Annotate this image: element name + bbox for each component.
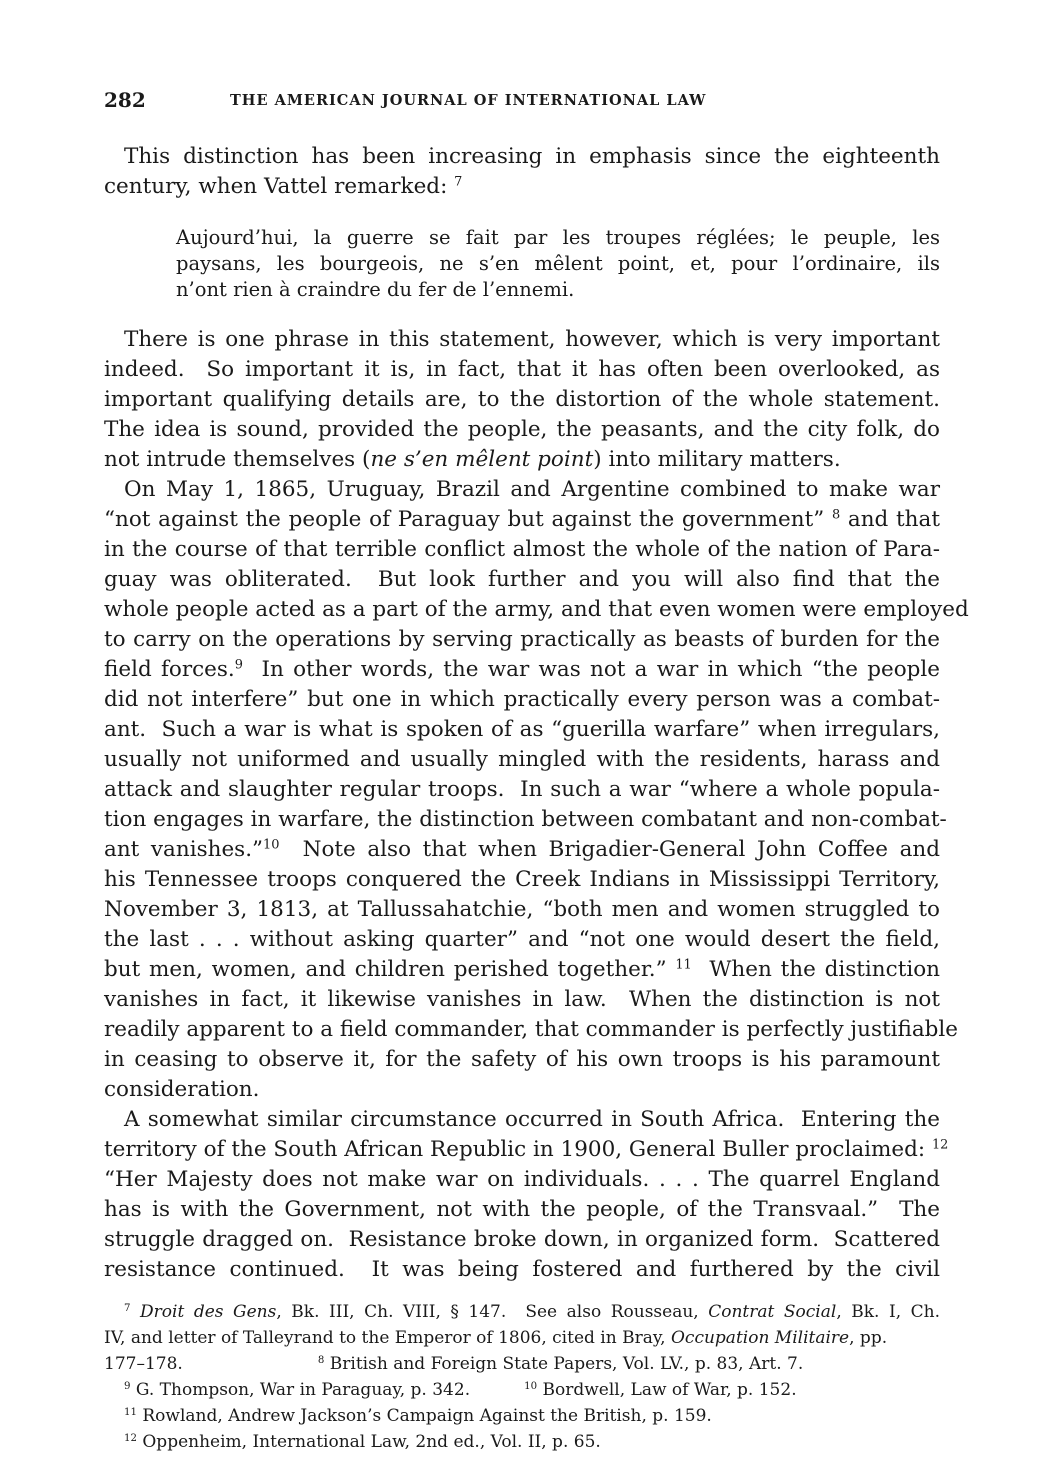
footnote-line [104, 1403, 940, 1429]
text-run: , pp. [849, 1328, 888, 1348]
journal-title: THE AMERICAN JOURNAL OF INTERNATIONAL LAW [230, 92, 707, 109]
text-run [130, 1302, 140, 1322]
text-line [104, 1045, 940, 1075]
text-run: attack and slaughter regular troops. In such a war “where a whole popula- [104, 777, 940, 802]
text-run: vanishes in fact, it likewise vanishes in law. When the distinction is not [104, 987, 940, 1012]
text-line [104, 1255, 940, 1285]
footnote-line [104, 1429, 940, 1455]
text-run: In other words, the war was not a war in which “the people [242, 657, 940, 682]
text-run: November 3, 1813, at Tallussahatchie, “both men and women struggled to [104, 897, 940, 922]
text-line [104, 385, 940, 415]
footnote-marker: 10 [524, 1380, 538, 1392]
text-run: ant. Such a war is what is spoken of as “guerilla warfare” when irregulars, [104, 717, 940, 742]
text-run: G. Thompson, War in Paraguay, p. 342. [130, 1380, 525, 1400]
text-run: but men, women, and children perished together.” [104, 957, 676, 982]
text-line [104, 745, 940, 775]
italic-run: Contrat Social [708, 1302, 837, 1322]
text-run: A somewhat similar circumstance occurred in South Africa. Entering the [124, 1107, 940, 1132]
text-line [104, 1075, 940, 1105]
text-run: Note also that when Brigadier-General John Coffee and [279, 837, 940, 862]
text-line [104, 805, 947, 835]
text-run: field forces. [104, 657, 235, 682]
text-line [104, 355, 940, 385]
text-line [104, 655, 940, 685]
text-run: in the course of that terrible conflict almost the whole of the nation of Para- [104, 537, 940, 562]
footnote-marker: 8 [831, 507, 841, 523]
text-run: When the distinction [691, 957, 940, 982]
footnote-line [104, 1299, 940, 1325]
text-run: not intrude themselves ( [104, 447, 371, 472]
text-run: indeed. So important it is, in fact, that it has often been overlooked, as [104, 357, 940, 382]
italic-run: Occupation Militaire [671, 1328, 850, 1348]
text-line [104, 865, 940, 895]
text-line [104, 415, 940, 445]
footnote-marker: 9 [124, 1380, 131, 1392]
text-run: The idea is sound, provided the people, the peasants, and the city folk, do [104, 417, 940, 442]
text-line [104, 535, 940, 565]
text-run: , Bk. I, Ch. [836, 1302, 941, 1322]
text-run: Oppenheim, International Law, 2nd ed., Vol. II, p. 65. [136, 1432, 601, 1452]
text-line [104, 595, 969, 625]
text-line [104, 172, 940, 202]
text-line [104, 1135, 949, 1165]
text-run: struggle dragged on. Resistance broke down, in organized form. Scattered [104, 1227, 940, 1252]
block-quote-vattel [176, 225, 940, 303]
text-run: and that [840, 507, 940, 532]
text-line [104, 565, 940, 595]
text-run: paysans, les bourgeois, ne s’en mêlent point, et, pour l’ordinaire, ils [176, 252, 940, 275]
text-line [104, 325, 940, 355]
text-line [104, 505, 940, 535]
text-run: did not interfere” but one in which practically every person was a combat- [104, 687, 940, 712]
text-run: This distinction has been increasing in emphasis since the eighteenth [124, 144, 940, 169]
text-run: to carry on the operations by serving practically as beasts of burden for the [104, 627, 940, 652]
text-line [104, 775, 940, 805]
text-line [104, 925, 940, 955]
paragraph-intro [104, 142, 940, 202]
footnote-marker: 11 [124, 1406, 137, 1418]
text-run: , Bk. III, Ch. VIII, § 147. See also Rousseau, [276, 1302, 709, 1322]
footnotes [104, 1299, 940, 1455]
text-line [104, 445, 940, 475]
text-line [104, 142, 940, 172]
footnote-marker: 11 [675, 957, 692, 973]
page-number: 282 [104, 88, 146, 112]
footnote-marker: 12 [124, 1432, 137, 1444]
text-run: guay was obliterated. But look further and you will also find that the [104, 567, 940, 592]
text-line [104, 835, 940, 865]
running-header [104, 88, 940, 118]
text-run: There is one phrase in this statement, however, which is very important [124, 327, 940, 352]
text-run: Aujourd’hui, la guerre se fait par les troupes réglées; le peuple, les [176, 226, 940, 249]
footnote-marker: 8 [317, 1354, 325, 1366]
text-run: 177–178. [104, 1354, 318, 1374]
text-line [104, 625, 940, 655]
footnote-marker: 12 [931, 1137, 949, 1153]
text-run: usually not uniformed and usually mingled with the residents, harass and [104, 747, 940, 772]
text-line [104, 475, 940, 505]
text-line [104, 1015, 959, 1045]
text-line [176, 277, 940, 303]
text-run: tion engages in warfare, the distinction between combatant and non-combat- [104, 807, 947, 832]
footnote-marker: 7 [124, 1302, 131, 1314]
text-run: century, when Vattel remarked: [104, 174, 455, 199]
footnote-line [104, 1377, 940, 1403]
text-run: Rowland, Andrew Jackson’s Campaign Against the British, p. 159. [136, 1406, 712, 1426]
text-run: “Her Majesty does not make war on individuals. . . . The quarrel England [104, 1167, 940, 1192]
text-run: in ceasing to observe it, for the safety of his own troops is his paramount [104, 1047, 940, 1072]
text-line [104, 715, 940, 745]
text-line [104, 1195, 940, 1225]
text-line [104, 1225, 940, 1255]
text-line [104, 895, 940, 925]
text-run: whole people acted as a part of the army, and that even women were employed [104, 597, 969, 622]
text-run: resistance continued. It was being fostered and furthered by the civil [104, 1257, 940, 1282]
text-run: ant vanishes.” [104, 837, 264, 862]
text-line [104, 955, 940, 985]
footnote-marker: 9 [234, 657, 243, 673]
text-run: IV, and letter of Talleyrand to the Emperor of 1806, cited in Bray, [104, 1328, 671, 1348]
text-line [176, 225, 940, 251]
footnote-marker: 10 [263, 837, 280, 853]
text-line [104, 1165, 940, 1195]
italic-run: Droit des Gens [140, 1302, 277, 1322]
text-run: “not against the people of Paraguay but against the government” [104, 507, 832, 532]
footnote-line [104, 1325, 940, 1351]
text-run: his Tennessee troops conquered the Creek Indians in Mississippi Territory, [104, 867, 940, 892]
text-run: British and Foreign State Papers, Vol. LV., p. 83, Art. 7. [324, 1354, 804, 1374]
text-run: consideration. [104, 1077, 260, 1102]
text-run: has is with the Government, not with the people, of the Transvaal.” The [104, 1197, 940, 1222]
footnote-line [104, 1351, 940, 1377]
text-run: ) into military matters. [593, 447, 841, 472]
italic-run: ne s’en mêlent point [370, 447, 594, 472]
text-line [104, 685, 940, 715]
text-run: the last . . . without asking quarter” and “not one would desert the field, [104, 927, 940, 952]
text-run: readily apparent to a field commander, that commander is perfectly justifiable [104, 1017, 959, 1042]
text-run: n’ont rien à craindre du fer de l’ennemi. [176, 278, 575, 301]
footnote-marker: 7 [454, 174, 463, 190]
text-line [176, 251, 940, 277]
text-run: On May 1, 1865, Uruguay, Brazil and Argentine combined to make war [124, 477, 940, 502]
text-line [104, 985, 940, 1015]
text-line [104, 1105, 940, 1135]
text-run: important qualifying details are, to the distortion of the whole statement. [104, 387, 940, 412]
text-run: territory of the South African Republic in 1900, General Buller proclaimed: [104, 1137, 932, 1162]
text-run: Bordwell, Law of War, p. 152. [537, 1380, 797, 1400]
main-text [104, 325, 969, 1285]
